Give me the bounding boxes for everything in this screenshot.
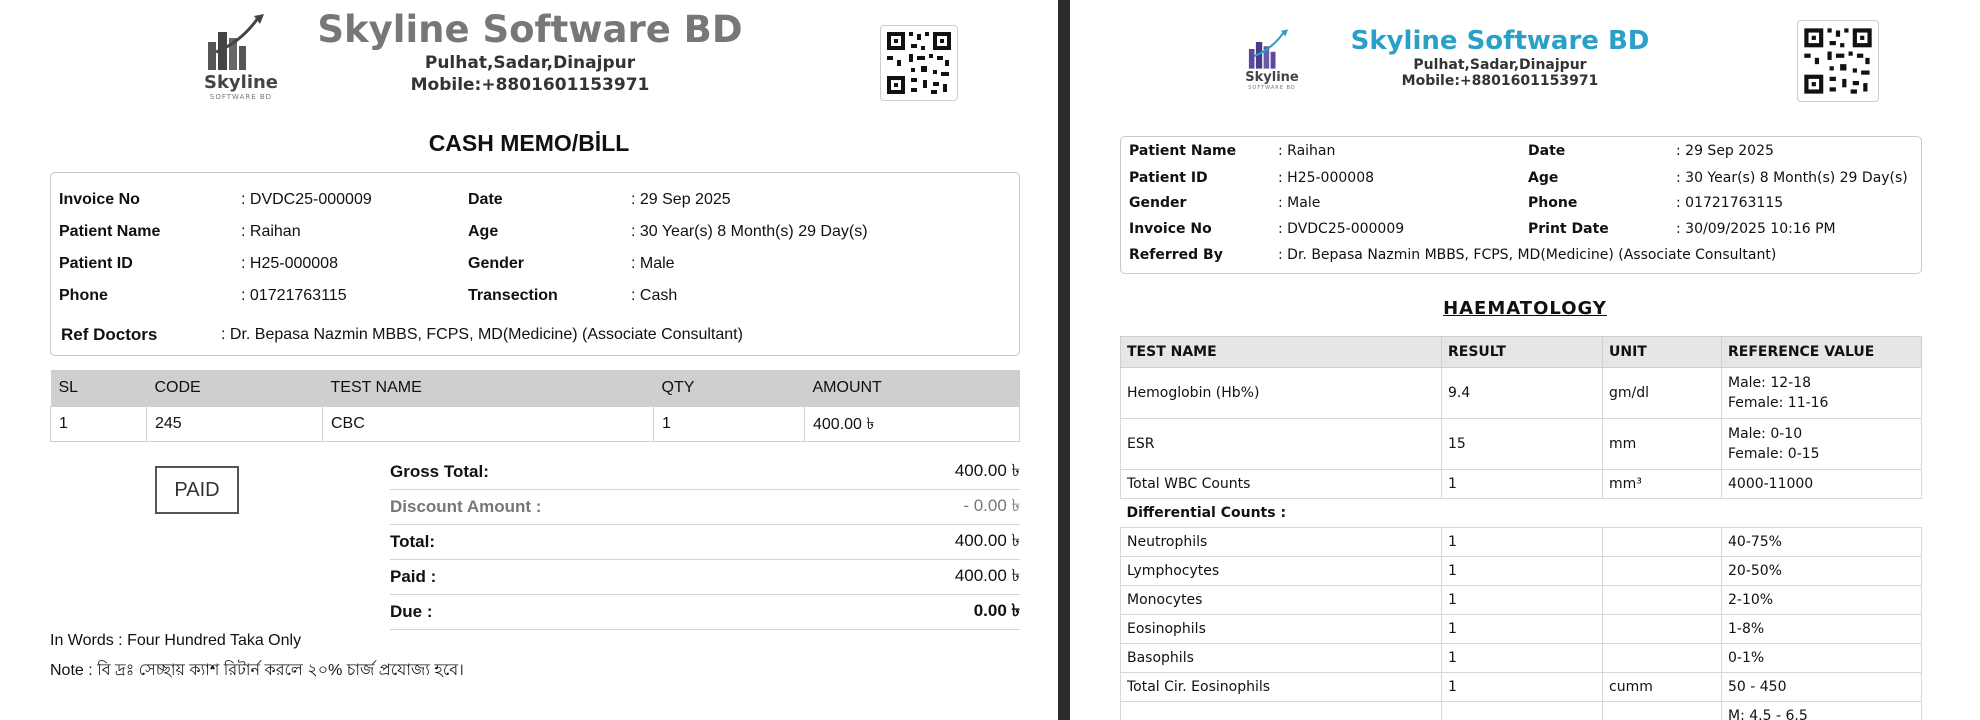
qr-code: [1797, 20, 1879, 102]
print-date-value: : 30/09/2025 10:16 PM: [1676, 221, 1836, 237]
date-value: : 29 Sep 2025: [1676, 143, 1774, 159]
cell-unit: [1603, 528, 1722, 557]
company-logo: [1240, 28, 1304, 91]
patient-id-label: Patient ID: [1129, 170, 1208, 186]
cell-result: 1: [1442, 673, 1603, 702]
print-date-label: Print Date: [1528, 221, 1609, 237]
table-row: [1121, 702, 1922, 720]
haematology-table-body: [1121, 368, 1922, 720]
cell-result: 1: [1442, 470, 1603, 499]
age-label: Age: [1528, 170, 1559, 186]
col-code: CODE: [147, 370, 323, 407]
company-address: Pulhat,Sadar,Dinajpur: [424, 53, 636, 73]
reference-line: 0-1%: [1728, 650, 1765, 666]
cell-unit: mm³: [1603, 470, 1722, 499]
patient-id-label: Patient ID: [59, 255, 133, 272]
date-label: Date: [1528, 143, 1566, 159]
skyline-logo-icon: [1240, 28, 1304, 70]
discount-label: Discount Amount :: [390, 497, 542, 516]
company-name: Skyline Software BD: [1350, 26, 1650, 56]
table-row: [1121, 419, 1922, 470]
cell-unit: gm/dl: [1603, 368, 1722, 419]
cell-reference-value: [1722, 419, 1922, 470]
company-header: [300, 8, 760, 96]
haematology-table-header: [1121, 337, 1922, 368]
referred-by-label: Referred By: [1129, 247, 1223, 263]
items-table-header: [51, 370, 1020, 407]
cell-result: 1: [1442, 644, 1603, 673]
cell-test-name: CBC: [323, 407, 654, 442]
due-row: [390, 595, 1020, 630]
total-value: 400.00 ৳: [954, 531, 1020, 550]
company-header: [1300, 25, 1700, 89]
invoice-no-value: : DVDC25-000009: [241, 191, 372, 208]
table-row: [1121, 368, 1922, 419]
section-title: HAEMATOLOGY: [1443, 298, 1607, 319]
cell-test-name: Neutrophils: [1121, 528, 1442, 557]
col-unit: UNIT: [1603, 337, 1722, 368]
cell-test-name: Basophils: [1121, 644, 1442, 673]
logo-word: Skyline: [203, 72, 279, 93]
ref-doctors-label: Ref Doctors: [61, 325, 158, 344]
gross-total-row: [390, 455, 1020, 490]
qr-code-icon: [1798, 21, 1878, 101]
table-row: [51, 407, 1020, 442]
phone-value: : 01721763115: [1676, 195, 1784, 211]
haematology-table: [1120, 336, 1922, 720]
cell-reference-value: [1722, 615, 1922, 644]
col-test-name: TEST NAME: [323, 370, 654, 407]
reference-line: Male: 0-10: [1728, 426, 1803, 442]
patient-id-value: : H25-000008: [1278, 170, 1375, 186]
patient-id-value: : H25-000008: [241, 255, 338, 272]
reference-line: 20-50%: [1728, 563, 1782, 579]
gender-value: : Male: [631, 255, 675, 272]
table-row: [1121, 615, 1922, 644]
reference-line: 40-75%: [1728, 534, 1782, 550]
due-label: Due :: [390, 602, 433, 621]
age-label: Age: [468, 223, 499, 240]
discount-value: - 0.00 ৳: [963, 496, 1020, 515]
patient-name-label: Patient Name: [1129, 143, 1237, 159]
paid-value: 400.00 ৳: [954, 566, 1020, 585]
company-mobile: Mobile:+8801601153971: [410, 75, 650, 95]
invoice-no-value: : DVDC25-000009: [1278, 221, 1405, 237]
patient-info-box: [1120, 136, 1922, 274]
qr-code-icon: [881, 26, 957, 100]
col-sl: SL: [51, 370, 147, 407]
cell-reference-value: [1722, 528, 1922, 557]
cell-code: 245: [147, 407, 323, 442]
col-test-name: TEST NAME: [1121, 337, 1442, 368]
reference-line: 50 - 450: [1728, 679, 1787, 695]
transection-label: Transection: [468, 287, 558, 304]
company-name: Skyline Software BD: [317, 8, 743, 51]
discount-row: [390, 490, 1020, 525]
return-note: Note : বি দ্রঃ সেচ্ছায় ক্যাশ রিটার্ন করলে ২০% চার্জ প্রযোজ্য হবে।: [50, 662, 464, 679]
phone-value: : 01721763115: [241, 287, 347, 304]
due-value: 0.00 ৳: [973, 601, 1020, 620]
cell-sl: 1: [51, 407, 147, 442]
cell-test-name: Eosinophils: [1121, 615, 1442, 644]
age-value: : 30 Year(s) 8 Month(s) 29 Day(s): [1676, 170, 1908, 186]
phone-label: Phone: [1528, 195, 1578, 211]
cell-qty: 1: [654, 407, 805, 442]
patient-name-value: : Raihan: [241, 223, 301, 240]
referred-by-value: : Dr. Bepasa Nazmin MBBS, FCPS, MD(Medicine) (Associate Consultant): [1278, 247, 1777, 263]
items-table: [50, 370, 1020, 442]
reference-line: Female: 0-15: [1728, 446, 1820, 462]
col-qty: QTY: [654, 370, 805, 407]
logo-sub: SOFTWARE BD: [209, 93, 273, 101]
cell-reference-value: [1722, 702, 1922, 720]
invoice-no-label: Invoice No: [59, 191, 140, 208]
amount-in-words: In Words : Four Hundred Taka Only: [50, 632, 302, 649]
reference-line: 1-8%: [1728, 621, 1765, 637]
cell-test-name: Lymphocytes: [1121, 557, 1442, 586]
company-logo: [196, 12, 286, 101]
col-result: RESULT: [1442, 337, 1603, 368]
cell-unit: [1603, 557, 1722, 586]
patient-name-label: Patient Name: [59, 223, 161, 240]
totals-block: [390, 455, 1020, 630]
gender-label: Gender: [1129, 195, 1187, 211]
transection-value: : Cash: [631, 287, 678, 304]
cell-reference-value: [1722, 557, 1922, 586]
reference-line: M: 4.5 - 6.5: [1728, 708, 1808, 720]
patient-name-value: : Raihan: [1278, 143, 1336, 159]
cell-test-name: Total WBC Counts: [1121, 470, 1442, 499]
col-amount: AMOUNT: [805, 370, 1020, 407]
skyline-logo-icon: [196, 12, 286, 72]
cell-result: 1: [1442, 557, 1603, 586]
cell-result: 1: [1442, 586, 1603, 615]
cell-reference-value: [1722, 586, 1922, 615]
cell-test-name: ESR: [1121, 419, 1442, 470]
cell-unit: [1603, 615, 1722, 644]
age-value: : 30 Year(s) 8 Month(s) 29 Day(s): [631, 223, 868, 240]
invoice-no-label: Invoice No: [1129, 221, 1212, 237]
cell-reference-value: [1722, 470, 1922, 499]
cell-reference-value: [1722, 368, 1922, 419]
cell-reference-value: [1722, 644, 1922, 673]
gross-total-label: Gross Total:: [390, 462, 489, 481]
cell-test-name: Hemoglobin (Hb%): [1121, 368, 1442, 419]
memo-title: CASH MEMO/BİLL: [428, 130, 630, 156]
date-value: : 29 Sep 2025: [631, 191, 731, 208]
phone-label: Phone: [59, 287, 108, 304]
table-row: [1121, 644, 1922, 673]
group-label: Differential Counts :: [1126, 505, 1287, 521]
paid-label: Paid :: [390, 567, 437, 586]
table-row: [1121, 557, 1922, 586]
group-row: [1121, 499, 1922, 528]
cell-result: [1442, 702, 1603, 720]
cell-test-name: Total Cir. Eosinophils: [1121, 673, 1442, 702]
cell-unit: [1603, 644, 1722, 673]
cell-unit: cumm: [1603, 673, 1722, 702]
reference-line: Female: 11-16: [1728, 395, 1829, 411]
total-label: Total:: [390, 532, 436, 551]
cell-amount: 400.00 ৳: [805, 407, 1020, 442]
cell-unit: mm: [1603, 419, 1722, 470]
paid-row: [390, 560, 1020, 595]
company-mobile: Mobile:+8801601153971: [1401, 73, 1599, 89]
total-row: [390, 525, 1020, 560]
logo-sub: SOFTWARE BD: [1248, 85, 1296, 91]
cell-test-name: [1121, 702, 1442, 720]
gender-label: Gender: [468, 255, 525, 272]
company-address: Pulhat,Sadar,Dinajpur: [1413, 57, 1587, 73]
logo-word: Skyline: [1245, 70, 1299, 85]
cell-test-name: Monocytes: [1121, 586, 1442, 615]
reference-line: Male: 12-18: [1728, 375, 1812, 391]
gross-total-value: 400.00 ৳: [954, 461, 1020, 480]
table-row: [1121, 528, 1922, 557]
table-row: [1121, 673, 1922, 702]
cell-result: 1: [1442, 615, 1603, 644]
cell-result: 15: [1442, 419, 1603, 470]
cell-unit: [1603, 586, 1722, 615]
reference-line: 4000-11000: [1728, 476, 1814, 492]
table-row: [1121, 470, 1922, 499]
gender-value: : Male: [1278, 195, 1321, 211]
qr-code: [880, 25, 958, 101]
lab-report-page: [1070, 0, 1980, 720]
ref-doctors-value: : Dr. Bepasa Nazmin MBBS, FCPS, MD(Medicine) (Associate Consultant): [221, 326, 743, 343]
cell-result: 1: [1442, 528, 1603, 557]
cell-unit: [1603, 702, 1722, 720]
reference-line: 2-10%: [1728, 592, 1774, 608]
col-reference-value: REFERENCE VALUE: [1722, 337, 1922, 368]
cell-reference-value: [1722, 673, 1922, 702]
invoice-info-box: [50, 172, 1020, 356]
date-label: Date: [468, 191, 503, 208]
paid-stamp: PAID: [155, 466, 239, 514]
table-row: [1121, 586, 1922, 615]
cell-result: 9.4: [1442, 368, 1603, 419]
